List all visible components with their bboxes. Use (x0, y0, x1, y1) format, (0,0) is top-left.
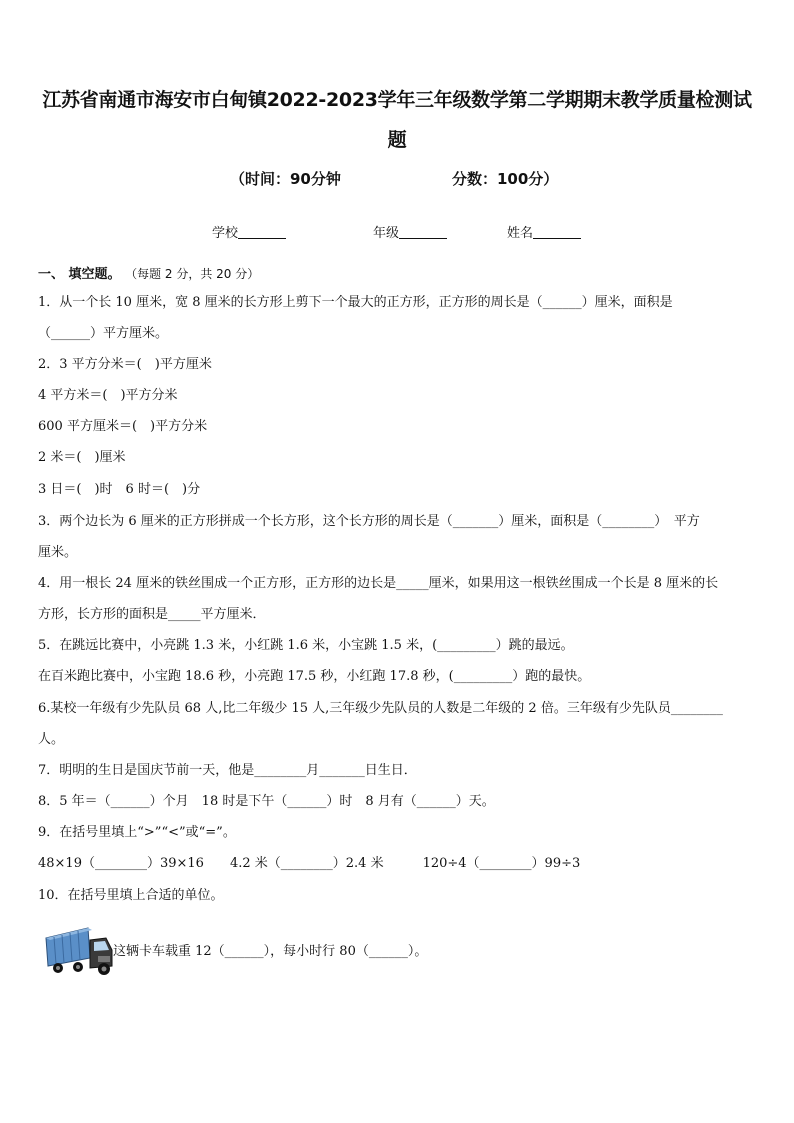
truck-icon (44, 924, 116, 976)
grade-blank (399, 226, 447, 239)
question-line: 3 日＝( )时 6 时＝( )分 (38, 482, 201, 497)
question-line: 48×19（________）39×16 4.2 米（________）2.4 米 120÷4（________）99÷3 (38, 856, 581, 871)
question-line: 8．5 年＝（______）个月 18 时是下午（______）时 8 月有（______）天。 (38, 794, 495, 809)
name-field (507, 222, 581, 241)
question-line: 厘米。 (38, 545, 78, 560)
question-line: 在百米跑比赛中，小宝跑 18.6 秒，小亮跑 17.5 秒，小红跑 17.8 秒，(_________）跑的最快。 (38, 669, 591, 684)
name-blank (533, 226, 581, 239)
section-heading (38, 263, 259, 282)
name-label: 姓名 (507, 226, 534, 241)
question-line: 1．从一个长 10 厘米，宽 8 厘米的长方形上剪下一个最大的正方形，正方形的周长是（______）厘米，面积是 (38, 295, 673, 310)
school-label: 学校 (212, 226, 239, 241)
section-title: 一、 填空题。 (38, 267, 121, 282)
section-note: （每题 2 分，共 20 分） (125, 267, 260, 281)
exam-score: 分数：100分） (452, 170, 559, 188)
question-line: （______）平方厘米。 (38, 326, 169, 341)
question-line: 600 平方厘米＝( )平方分米 (38, 419, 208, 434)
question-line: 2 米＝( )厘米 (38, 450, 126, 465)
question-line: 10．在括号里填上合适的单位。 (38, 888, 224, 903)
school-field (212, 222, 286, 241)
page-title-line-1: 江苏省南通市海安市白甸镇2022-2023学年三年级数学第二学期期末教学质量检测试 (42, 89, 752, 111)
question-line: 3．两个边长为 6 厘米的正方形拼成一个长方形，这个长方形的周长是（_______）厘米，面积是（________） 平方 (38, 514, 700, 529)
grade-label: 年级 (373, 226, 400, 241)
question-line: 7．明明的生日是国庆节前一天，他是________月_______日生日． (38, 763, 417, 778)
grade-field (373, 222, 447, 241)
school-blank (238, 226, 286, 239)
question-line: 人。 (38, 732, 65, 747)
question-line: 这辆卡车载重 12（______），每小时行 80（______）。 (113, 944, 428, 959)
question-line: 4 平方米＝( )平方分米 (38, 388, 178, 403)
question-line: 6.某校一年级有少先队员 68 人,比二年级少 15 人,三年级少先队员的人数是二年级的 2 倍。三年级有少先队员________ (38, 701, 723, 716)
page-title-line-2: 题 (387, 129, 407, 151)
question-line: 方形，长方形的面积是_____平方厘米． (38, 607, 266, 622)
exam-time: （时间：90分钟 (230, 170, 341, 188)
question-line: 2．3 平方分米＝( )平方厘米 (38, 357, 212, 372)
question-line: 4．用一根长 24 厘米的铁丝围成一个正方形，正方形的边长是_____厘米，如果用这一根铁丝围成一个长是 8 厘米的长 (38, 576, 719, 591)
question-line: 5．在跳远比赛中，小亮跳 1.3 米，小红跳 1.6 米，小宝跳 1.5 米，(_________）跳的最远。 (38, 638, 574, 653)
question-line: 9．在括号里填上“>”“<”或“=”。 (38, 825, 236, 840)
